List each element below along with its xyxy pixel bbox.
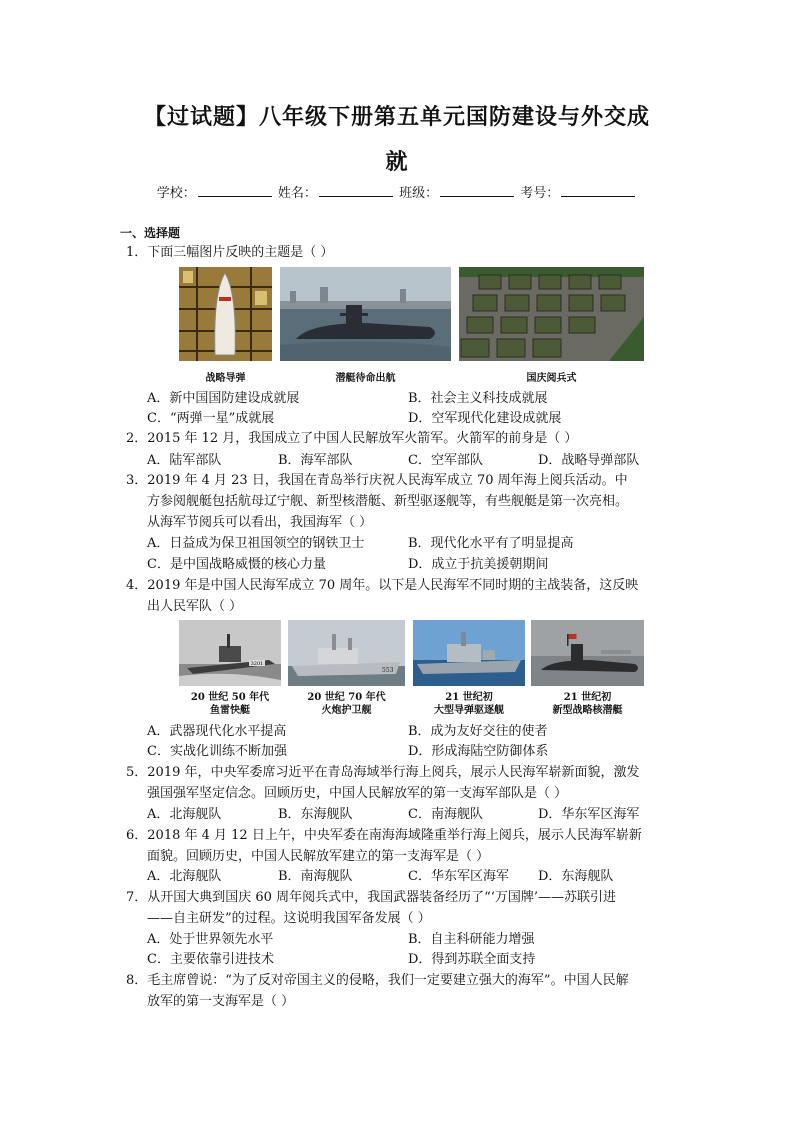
q5-option-a[interactable]: A．北海舰队 — [147, 807, 222, 822]
q4-frigate-photo — [288, 620, 405, 686]
q1-caption-1: 战略导弹 — [205, 373, 246, 384]
q2-option-b[interactable]: B．海军部队 — [278, 453, 353, 468]
q1-stem: 1．下面三幅图片反映的主题是（ ） — [126, 245, 334, 260]
q2-stem: 2．2015 年 12 月，我国成立了中国人民解放军火箭军。火箭军的前身是（ ） — [126, 431, 578, 446]
q7-option-a[interactable]: A．处于世界领先水平 — [147, 932, 274, 947]
school-blank[interactable] — [198, 184, 272, 197]
document-title-line2: 就 — [385, 149, 409, 175]
q1-missile-photo — [179, 267, 272, 361]
q6-option-a[interactable]: A．北海舰队 — [147, 869, 222, 884]
q6-option-c[interactable]: C．华东军区海军 — [408, 869, 509, 884]
q4-stem-line1: 4．2019 年是中国人民海军成立 70 周年。以下是人民海军不同时期的主战装备，这反映 — [126, 578, 639, 593]
q4-caption-1-line1: 20 世纪 50 年代 — [190, 692, 270, 703]
q7-option-b[interactable]: B．自主科研能力增强 — [408, 932, 535, 947]
q4-caption-3-line2: 大型导弹驱逐舰 — [434, 705, 504, 716]
q3-stem-line1: 3．2019 年 4 月 23 日，我国在青岛举行庆祝人民海军成立 70 周年海上阅兵活动。中 — [126, 473, 628, 488]
number-blank[interactable] — [561, 184, 635, 197]
q6-stem-line1: 6．2018 年 4 月 12 日上午，中央军委在南海海域隆重举行海上阅兵，展示人民海军崭新 — [126, 828, 642, 843]
q3-stem-line3: 从海军节阅兵可以看出，我国海军（ ） — [147, 515, 373, 530]
name-blank[interactable] — [319, 184, 393, 197]
q6-option-d[interactable]: D．东海舰队 — [538, 869, 614, 884]
q1-caption-3: 国庆阅兵式 — [526, 373, 577, 384]
q1-option-b[interactable]: B．社会主义科技成就展 — [408, 391, 548, 406]
q4-caption-4-line2: 新型战略核潜艇 — [552, 705, 623, 716]
q1-submarine-photo — [280, 267, 451, 361]
q2-option-c[interactable]: C．空军部队 — [408, 453, 483, 468]
q3-option-c[interactable]: C．是中国战略威慑的核心力量 — [147, 557, 326, 572]
q5-stem-line2: 强国强军坚定信念。回顾历史，中国人民解放军的第一支海军部队是（ ） — [147, 786, 568, 801]
q4-boat-hull-number: 3201 — [250, 661, 264, 667]
q4-caption-2-line1: 20 世纪 70 年代 — [307, 692, 386, 703]
q6-stem-line2: 面貌。回顾历史，中国人民解放军建立的第一支海军是（ ） — [147, 849, 490, 864]
q2-option-d[interactable]: D．战略导弹部队 — [538, 453, 640, 468]
document-title-line1: 【过试题】八年级下册第五单元国防建设与外交成 — [143, 104, 650, 130]
q4-option-b[interactable]: B．成为友好交往的使者 — [408, 724, 548, 739]
q4-caption-2-line2: 火炮护卫舰 — [321, 705, 372, 716]
q4-caption-1-line2: 鱼雷快艇 — [210, 705, 250, 716]
q3-stem-line2: 方参阅舰艇包括航母辽宁舰、新型核潜艇、新型驱逐舰等，有些舰艇是第一次亮相。 — [147, 494, 629, 509]
q7-stem-line2: ——自主研发”的过程。这说明我国军备发展（ ） — [147, 911, 431, 926]
q1-option-d[interactable]: D．空军现代化建设成就展 — [408, 411, 562, 426]
q6-option-b[interactable]: B．南海舰队 — [278, 869, 353, 884]
class-label: 班级： — [399, 186, 439, 201]
section-heading: 一、选择题 — [120, 226, 181, 240]
q7-stem-line1: 7．从开国大典到国庆 60 周年阅兵式中，我国武器装备经历了“‘万国牌’——苏联引进 — [126, 890, 616, 905]
number-label: 考号： — [520, 186, 560, 201]
student-info-line — [0, 182, 794, 201]
school-label: 学校： — [156, 186, 196, 201]
q1-option-c[interactable]: C．“两弹一星”成就展 — [147, 411, 275, 426]
q3-option-b[interactable]: B．现代化水平有了明显提高 — [408, 536, 574, 551]
q1-option-a[interactable]: A．新中国国防建设成就展 — [147, 391, 300, 406]
q5-option-b[interactable]: B．东海舰队 — [278, 807, 353, 822]
q8-stem-line2: 放军的第一支海军是（ ） — [147, 994, 295, 1009]
q4-nuclear-submarine-photo — [531, 620, 644, 686]
q7-option-d[interactable]: D．得到苏联全面支持 — [408, 952, 536, 967]
q4-option-a[interactable]: A．武器现代化水平提高 — [147, 724, 287, 739]
name-label: 姓名： — [277, 186, 317, 201]
q4-torpedo-boat-photo — [179, 620, 281, 686]
q4-frigate-hull-number: 553 — [382, 667, 394, 674]
q4-stem-line2: 出人民军队（ ） — [147, 599, 243, 614]
q4-destroyer-photo — [413, 620, 525, 686]
q1-parade-photo — [459, 267, 644, 361]
q1-caption-2: 潜艇待命出航 — [335, 373, 396, 384]
q5-option-d[interactable]: D．华东军区海军 — [538, 807, 640, 822]
q4-caption-4-line1: 21 世纪初 — [563, 692, 612, 703]
q5-stem-line1: 5．2019 年，中央军委席习近平在青岛海域举行海上阅兵，展示人民海军崭新面貌，激发 — [126, 765, 640, 780]
q4-option-c[interactable]: C．实战化训练不断加强 — [147, 744, 287, 759]
q3-option-a[interactable]: A．日益成为保卫祖国领空的钢铁卫士 — [147, 536, 365, 551]
q8-stem-line1: 8．毛主席曾说：“为了反对帝国主义的侵略，我们一定要建立强大的海军”。中国人民解 — [126, 973, 629, 988]
q2-option-a[interactable]: A．陆军部队 — [147, 453, 222, 468]
q7-option-c[interactable]: C．主要依靠引进技术 — [147, 952, 274, 967]
q4-caption-3-line1: 21 世纪初 — [445, 692, 493, 703]
q5-option-c[interactable]: C．南海舰队 — [408, 807, 483, 822]
q3-option-d[interactable]: D．成立于抗美援朝期间 — [408, 557, 549, 572]
class-blank[interactable] — [440, 184, 514, 197]
q4-option-d[interactable]: D．形成海陆空防御体系 — [408, 744, 549, 759]
